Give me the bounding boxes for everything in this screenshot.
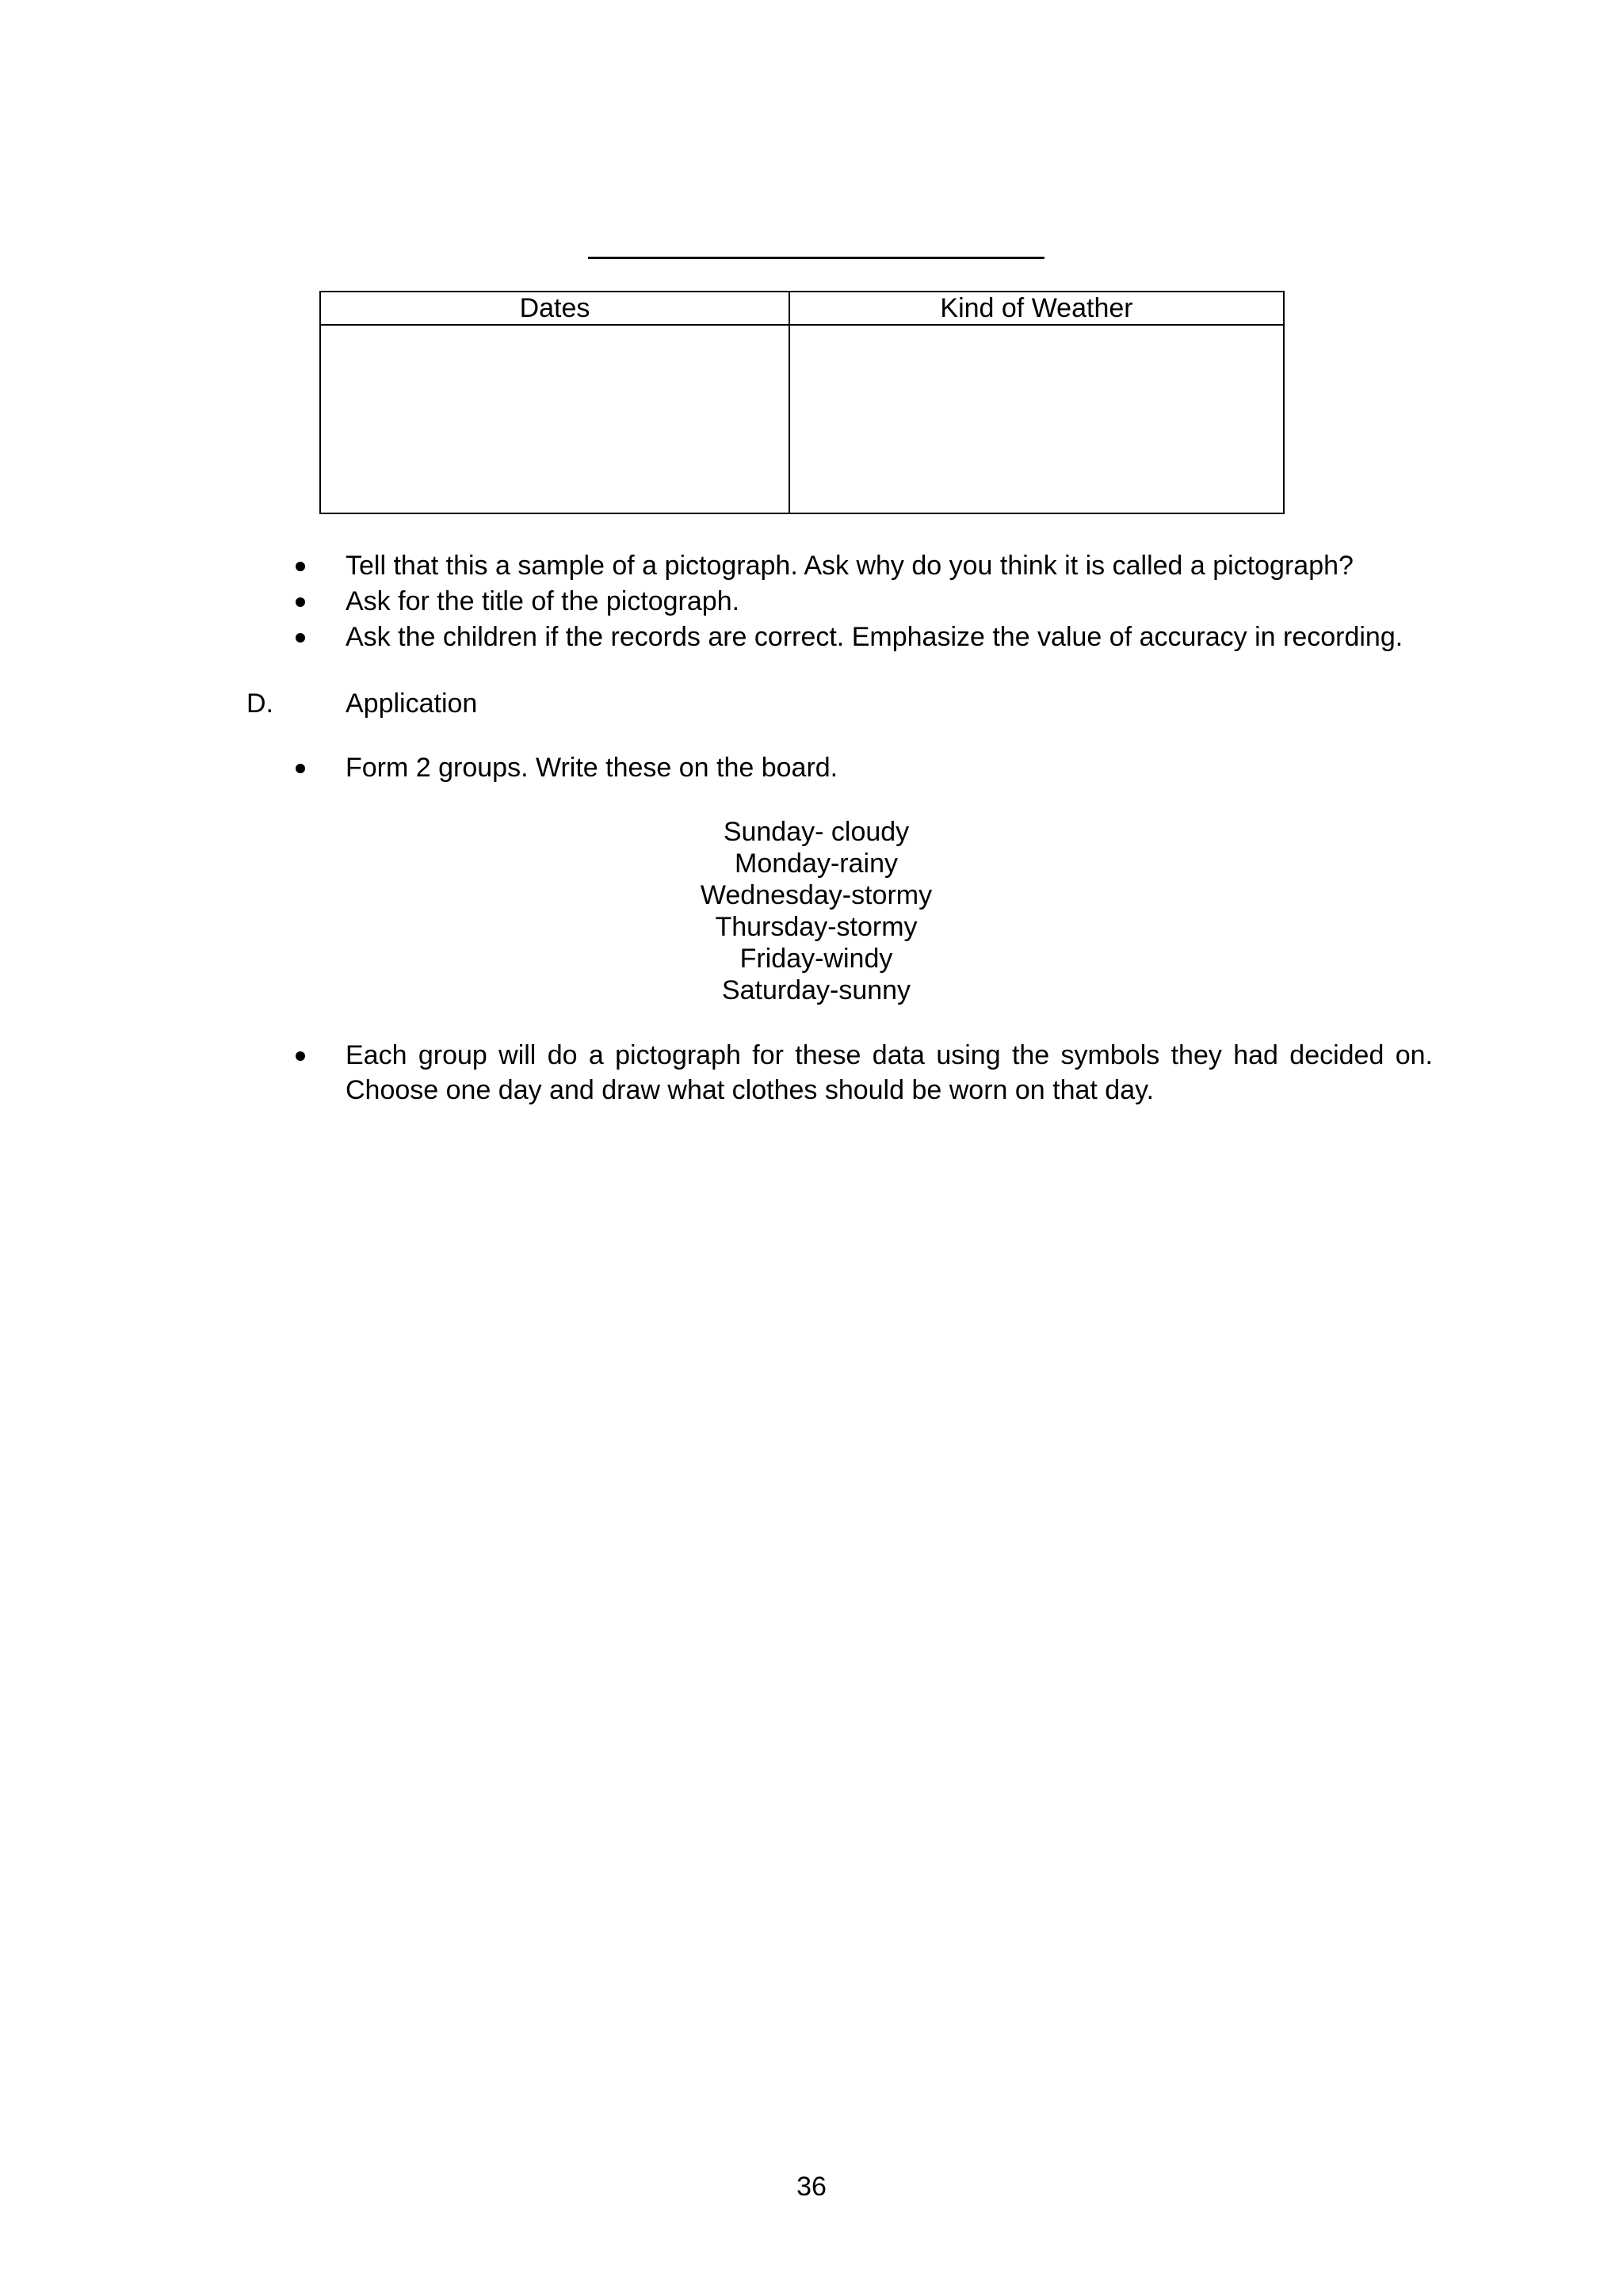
bullet-text: Form 2 groups. Write these on the board. <box>346 753 838 783</box>
weather-day-line: Thursday-stormy <box>715 912 918 942</box>
final-bullet-item <box>0 1038 1623 1117</box>
bullet-icon <box>296 562 305 571</box>
bullet-icon <box>296 1051 305 1061</box>
section-letter: D. <box>246 688 273 719</box>
table-header-dates: Dates <box>320 292 789 325</box>
bullet-text: Ask for the title of the pictograph. <box>346 586 740 616</box>
weather-day-line: Sunday- cloudy <box>723 817 910 847</box>
section-heading: Application <box>346 688 478 719</box>
blank-title-line <box>588 257 1044 259</box>
final-bullet-line-1: Each group will do a pictograph for these data using the symbols they had decided on. <box>346 1040 1433 1070</box>
table-cell-dates <box>320 325 789 513</box>
table-cell-kind-of-weather <box>789 325 1284 513</box>
page-number: 36 <box>796 2172 827 2202</box>
final-bullet-line-2: Choose one day and draw what clothes should be worn on that day. <box>346 1075 1155 1105</box>
table-header-kind-of-weather: Kind of Weather <box>789 292 1284 325</box>
weather-day-line: Friday-windy <box>739 944 893 974</box>
bullet-icon <box>296 764 305 773</box>
final-bullet-paragraph <box>346 1038 1433 1108</box>
bullet-icon <box>296 597 305 607</box>
bullet-icon <box>296 633 305 643</box>
weather-day-line: Monday-rainy <box>735 849 898 879</box>
weather-record-table <box>319 291 1285 514</box>
weather-day-line: Wednesday-stormy <box>700 880 933 910</box>
weather-day-line: Saturday-sunny <box>721 975 911 1005</box>
table-row <box>320 325 1284 513</box>
bullet-text: Tell that this a sample of a pictograph. Ask why do you think it is called a pictograph? <box>346 551 1354 581</box>
table-header-row <box>320 292 1284 325</box>
bullet-text: Ask the children if the records are correct. Emphasize the value of accuracy in recording. <box>346 622 1403 652</box>
weather-days-list <box>499 816 1133 1006</box>
